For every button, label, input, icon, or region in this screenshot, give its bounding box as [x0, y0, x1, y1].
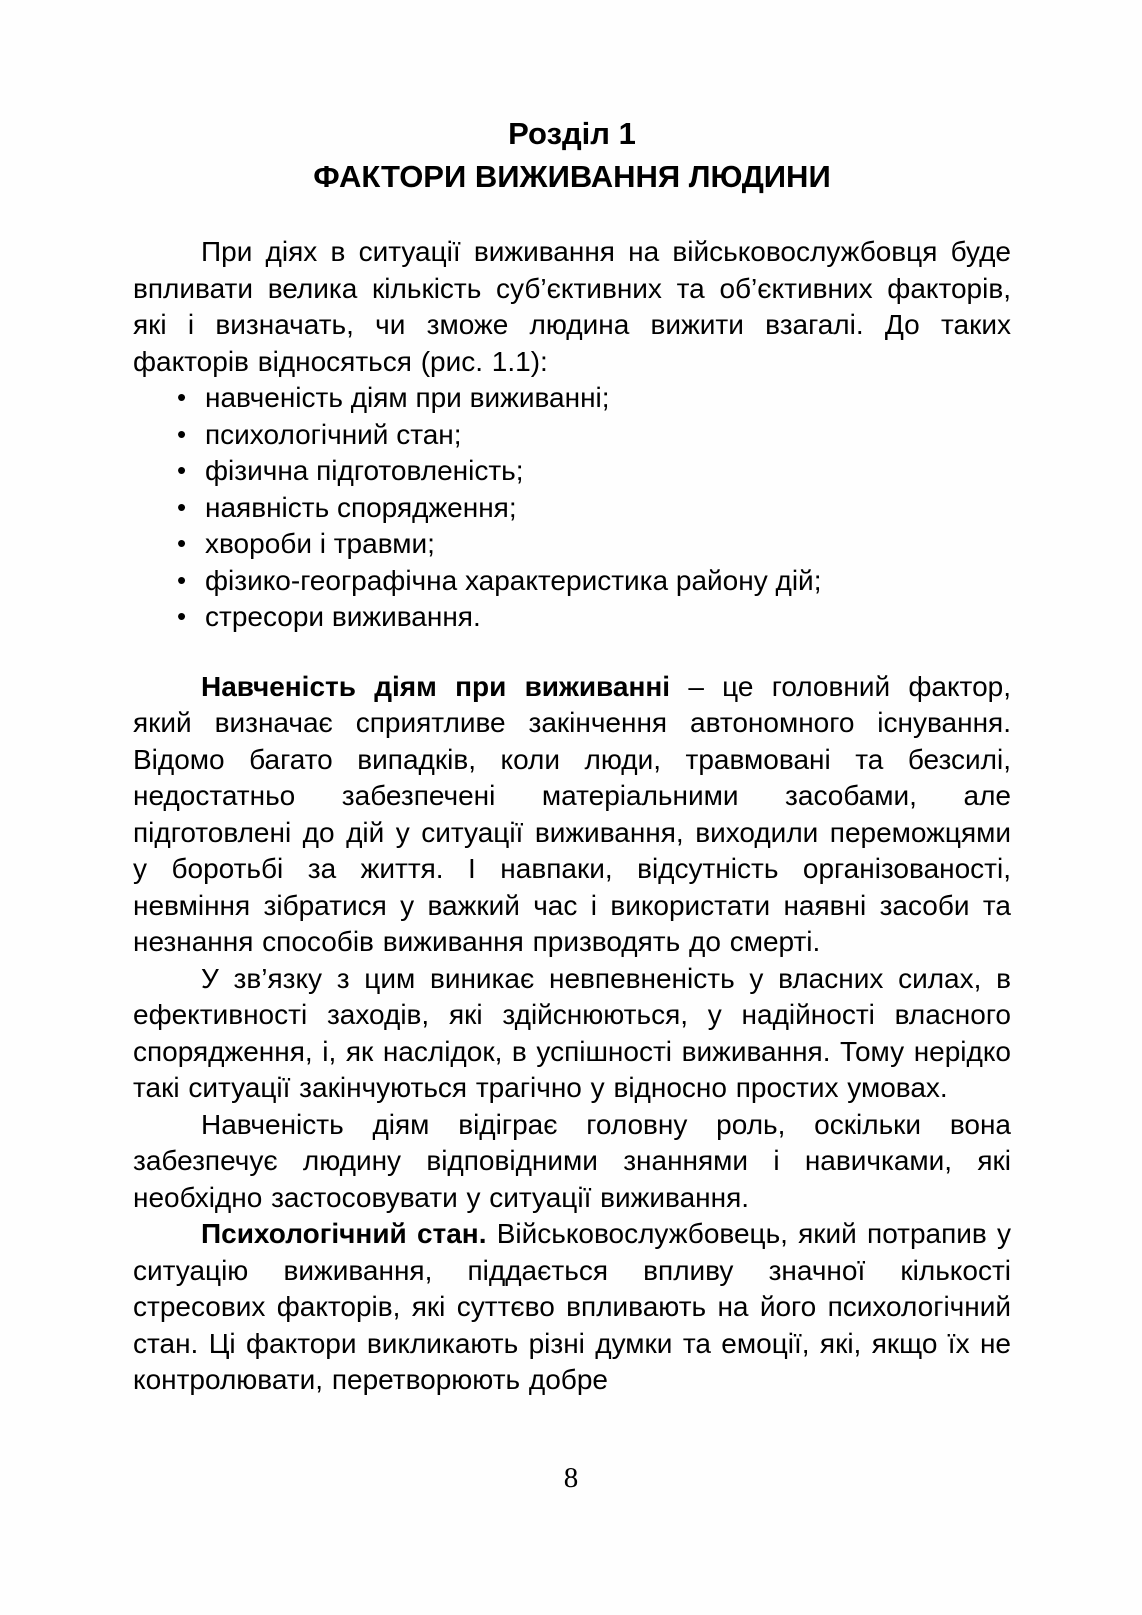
page-content [133, 112, 1011, 1399]
list-item-text: хвороби і травми; [205, 528, 435, 559]
intro-paragraph: При діях в ситуації виживання на військовослужбовця буде впливати велика кількість суб’єктивних та об’єктивних факторів, які і визначать, чи зможе людина вижити взагалі. До таких факторів відносяться (рис. 1.1): [133, 236, 1011, 377]
chapter-title: ФАКТОРИ ВИЖИВАННЯ ЛЮДИНИ [313, 159, 831, 194]
bullet-icon: • [177, 491, 187, 522]
list-item [133, 563, 1011, 600]
list-item [133, 453, 1011, 490]
paragraph [133, 669, 1011, 961]
paragraph [133, 1216, 1011, 1399]
paragraph-lead: Психологічний стан. [201, 1218, 487, 1249]
list-item-text: наявність спорядження; [205, 491, 517, 523]
list-item [133, 417, 1011, 454]
page-number: 8 [563, 1462, 579, 1494]
bullet-icon: • [177, 455, 187, 485]
bullet-icon: • [177, 418, 187, 449]
paragraph [133, 1107, 1011, 1217]
paragraph [133, 961, 1011, 1107]
bullet-icon: • [177, 382, 187, 412]
list-item-text: фізико-географічна характеристика району дій; [205, 564, 822, 596]
list-item-text: психологічний стан; [205, 418, 462, 450]
paragraph-lead: Навченість діям при виживанні [201, 670, 671, 702]
chapter-heading [133, 112, 1011, 198]
list-item-text: фізична підготовленість; [205, 455, 524, 486]
factors-list [133, 380, 1011, 636]
bullet-icon: • [177, 601, 187, 631]
list-item [133, 526, 1011, 563]
list-item [133, 599, 1011, 636]
paragraph-text: У зв’язку з цим виникає невпевненість у власних силах, в ефективності заходів, які здійснюються, у надійності власного спорядження, і, як наслідок, в успішності виживання. Тому нерідко такі ситуації закінчуються трагічно у відносно простих умовах. [133, 962, 1011, 1103]
bullet-icon: • [177, 528, 187, 558]
bullet-icon: • [177, 564, 187, 595]
paragraph-text: – це головний фактор, який визначає сприятливе закінчення автономного існування. Відомо багато випадків, коли люди, травмовані та безсилі, недостатньо забезпечені матеріальними засобами, але підготовлені до дій у ситуації виживання, виходили переможцями у боротьбі за життя. І навпаки, відсутність організованості, невміння зібратися у важкий час і використати наявні засоби та незнання способів виживання призводять до смерті. [133, 670, 1011, 957]
list-item-text: навченість діям при виживанні; [205, 382, 610, 413]
paragraph-text: Військовослужбовець, який потрапив у ситуацію виживання, піддається впливу значної кількості стресових факторів, які суттєво впливають на його психологічний стан. Ці фактори викликають різні думки та емоції, які, якщо їх не контролювати, перетворюють добре [133, 1218, 1011, 1395]
chapter-label: Розділ 1 [508, 116, 636, 151]
list-item [133, 490, 1011, 527]
list-item-text: стресори виживання. [205, 601, 481, 632]
paragraph-text: Навченість діям відіграє головну роль, оскільки вона забезпечує людину відповідними знаннями і навичками, які необхідно застосовувати у ситуації виживання. [133, 1108, 1011, 1213]
list-item [133, 380, 1011, 417]
